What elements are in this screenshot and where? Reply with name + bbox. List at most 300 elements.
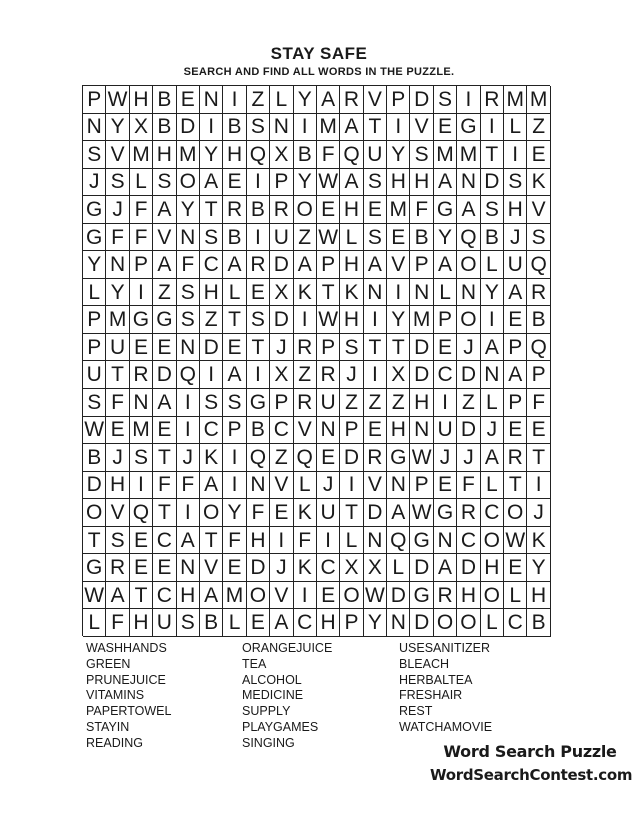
grid-cell: Q — [527, 334, 550, 362]
grid-cell: R — [294, 389, 317, 417]
grid-cell: R — [294, 334, 317, 362]
grid-cell: F — [527, 389, 550, 417]
grid-cell: Z — [294, 361, 317, 389]
grid-cell: E — [177, 86, 200, 114]
grid-cell: C — [504, 609, 527, 637]
grid-cell: U — [317, 499, 340, 527]
grid-cell: A — [481, 444, 504, 472]
grid-cell: S — [106, 169, 129, 197]
grid-cell: B — [153, 86, 176, 114]
grid-cell: A — [481, 334, 504, 362]
grid-cell: E — [527, 417, 550, 445]
grid-cell: E — [387, 224, 410, 252]
word-item: MEDICINE — [242, 688, 304, 703]
grid-cell: O — [247, 582, 270, 610]
grid-cell: Z — [294, 224, 317, 252]
grid-cell: Z — [200, 306, 223, 334]
grid-cell: H — [387, 169, 410, 197]
grid-cell: H — [223, 141, 246, 169]
grid-cell: I — [294, 582, 317, 610]
grid-cell: H — [387, 417, 410, 445]
grid-cell: Z — [270, 444, 293, 472]
word-item: PAPERTOWEL — [86, 704, 172, 719]
grid-cell: D — [387, 582, 410, 610]
grid-cell: G — [83, 224, 106, 252]
grid-cell: E — [247, 279, 270, 307]
grid-cell: U — [106, 334, 129, 362]
grid-cell: I — [223, 86, 246, 114]
grid-cell: A — [340, 169, 363, 197]
grid-cell: I — [130, 279, 153, 307]
grid-cell: I — [527, 472, 550, 500]
grid-cell: H — [410, 169, 433, 197]
grid-cell: O — [481, 527, 504, 555]
grid-cell: P — [270, 389, 293, 417]
grid-cell: I — [364, 361, 387, 389]
grid-cell: B — [200, 609, 223, 637]
grid-cell: V — [364, 86, 387, 114]
grid-cell: Y — [294, 169, 317, 197]
word-item: FRESHAIR — [399, 688, 463, 703]
grid-cell: M — [527, 86, 550, 114]
word-item: HERBALTEA — [399, 672, 473, 687]
grid-cell: N — [434, 527, 457, 555]
grid-cell: O — [83, 499, 106, 527]
grid-cell: S — [153, 169, 176, 197]
grid-cell: J — [504, 224, 527, 252]
grid-cell: E — [130, 527, 153, 555]
grid-cell: A — [200, 169, 223, 197]
grid-cell: D — [247, 554, 270, 582]
grid-cell: W — [410, 444, 433, 472]
grid-cell: N — [106, 251, 129, 279]
grid-cell: R — [247, 251, 270, 279]
grid-cell: G — [83, 554, 106, 582]
grid-cell: P — [340, 609, 363, 637]
grid-cell: D — [410, 334, 433, 362]
grid-cell: I — [387, 114, 410, 142]
grid-cell: A — [434, 554, 457, 582]
grid-cell: F — [294, 527, 317, 555]
grid-cell: A — [223, 251, 246, 279]
grid-cell: D — [200, 334, 223, 362]
grid-cell: F — [106, 389, 129, 417]
grid-cell: A — [364, 251, 387, 279]
grid-cell: S — [200, 389, 223, 417]
grid-cell: P — [410, 472, 433, 500]
word-column — [242, 641, 399, 752]
grid-cell: P — [223, 417, 246, 445]
grid-cell: P — [410, 251, 433, 279]
grid-cell: B — [481, 224, 504, 252]
grid-cell: L — [270, 86, 293, 114]
grid-cell: S — [410, 141, 433, 169]
grid-cell: P — [504, 389, 527, 417]
grid-cell: W — [504, 527, 527, 555]
grid-cell: I — [294, 114, 317, 142]
grid-cell: S — [481, 196, 504, 224]
grid-cell: D — [481, 169, 504, 197]
grid-cell: J — [83, 169, 106, 197]
grid-cell: G — [410, 582, 433, 610]
grid-cell: I — [457, 86, 480, 114]
grid-cell: L — [340, 527, 363, 555]
grid-cell: P — [83, 306, 106, 334]
grid-cell: R — [364, 444, 387, 472]
grid-cell: Y — [106, 114, 129, 142]
grid-cell: Y — [387, 306, 410, 334]
grid-cell: V — [270, 582, 293, 610]
grid-cell: N — [177, 334, 200, 362]
grid-cell: O — [294, 196, 317, 224]
grid-cell: D — [410, 86, 433, 114]
word-item: USESANITIZER — [399, 641, 490, 655]
word-item: ALCOHOL — [242, 672, 302, 687]
grid-cell: I — [200, 114, 223, 142]
grid-cell: A — [106, 582, 129, 610]
grid-cell: A — [200, 582, 223, 610]
grid-cell: K — [340, 279, 363, 307]
grid-cell: S — [106, 527, 129, 555]
grid-cell: R — [457, 499, 480, 527]
grid-cell: K — [527, 527, 550, 555]
grid-cell: R — [317, 361, 340, 389]
grid-cell: M — [457, 141, 480, 169]
grid-cell: E — [317, 444, 340, 472]
grid-cell: S — [130, 444, 153, 472]
grid-cell: S — [340, 334, 363, 362]
grid-cell: P — [270, 169, 293, 197]
grid-cell: N — [457, 279, 480, 307]
grid-cell: A — [504, 361, 527, 389]
grid-cell: B — [223, 224, 246, 252]
grid-cell: D — [457, 554, 480, 582]
grid-cell: V — [294, 417, 317, 445]
grid-cell: C — [317, 554, 340, 582]
word-item: PRUNEJUICE — [86, 672, 166, 687]
grid-cell: T — [247, 334, 270, 362]
grid-cell: G — [434, 196, 457, 224]
grid-cell: Q — [247, 444, 270, 472]
word-item: ORANGEJUICE — [242, 641, 333, 655]
grid-cell: M — [130, 141, 153, 169]
grid-cell: I — [504, 141, 527, 169]
grid-cell: D — [177, 114, 200, 142]
word-item: READING — [86, 735, 143, 750]
grid-cell: E — [504, 554, 527, 582]
grid-cell: T — [223, 306, 246, 334]
grid-cell: H — [177, 582, 200, 610]
grid-cell: F — [223, 527, 246, 555]
grid-cell: N — [130, 389, 153, 417]
grid-cell: Z — [247, 86, 270, 114]
grid-cell: B — [247, 196, 270, 224]
grid-cell: C — [481, 499, 504, 527]
grid-cell: D — [340, 444, 363, 472]
grid-cell: H — [130, 86, 153, 114]
grid-cell: D — [364, 499, 387, 527]
grid-cell: E — [223, 169, 246, 197]
grid-cell: V — [200, 554, 223, 582]
grid-cell: F — [457, 472, 480, 500]
grid-cell: G — [153, 306, 176, 334]
grid-cell: I — [270, 527, 293, 555]
grid-cell: Z — [457, 389, 480, 417]
grid-cell: P — [83, 86, 106, 114]
grid-cell: B — [247, 417, 270, 445]
grid-cell: E — [153, 334, 176, 362]
grid-cell: X — [270, 141, 293, 169]
grid-cell: R — [504, 444, 527, 472]
grid-cell: M — [410, 306, 433, 334]
grid-cell: R — [106, 554, 129, 582]
grid-cell: G — [130, 306, 153, 334]
grid-cell: I — [177, 499, 200, 527]
grid-cell: T — [106, 361, 129, 389]
grid-cell: V — [387, 251, 410, 279]
grid-cell: H — [106, 472, 129, 500]
grid-cell: S — [223, 389, 246, 417]
grid-cell: G — [410, 527, 433, 555]
grid-cell: I — [200, 361, 223, 389]
grid-cell: E — [247, 609, 270, 637]
grid-cell: W — [317, 306, 340, 334]
grid-cell: H — [130, 609, 153, 637]
grid-cell: N — [177, 224, 200, 252]
grid-cell: Y — [223, 499, 246, 527]
grid-cell: L — [294, 472, 317, 500]
grid-cell: C — [200, 417, 223, 445]
grid-cell: I — [247, 224, 270, 252]
grid-cell: U — [83, 361, 106, 389]
grid-cell: V — [270, 472, 293, 500]
grid-cell: L — [434, 279, 457, 307]
grid-cell: I — [247, 361, 270, 389]
grid-cell: H — [340, 196, 363, 224]
grid-cell: A — [177, 527, 200, 555]
grid-cell: Q — [130, 499, 153, 527]
grid-cell: O — [481, 582, 504, 610]
grid-cell: X — [270, 279, 293, 307]
grid-cell: H — [340, 306, 363, 334]
grid-cell: L — [504, 582, 527, 610]
grid-cell: W — [83, 582, 106, 610]
grid-cell: R — [270, 196, 293, 224]
grid-cell: B — [410, 224, 433, 252]
grid-cell: L — [223, 609, 246, 637]
grid-cell: T — [83, 527, 106, 555]
grid-cell: E — [364, 196, 387, 224]
grid-cell: J — [457, 334, 480, 362]
grid-cell: U — [434, 417, 457, 445]
grid-cell: W — [317, 169, 340, 197]
word-list — [86, 641, 556, 752]
grid-cell: C — [457, 527, 480, 555]
grid-cell: H — [481, 554, 504, 582]
grid-cell: T — [364, 334, 387, 362]
grid-cell: P — [83, 334, 106, 362]
grid-cell: S — [247, 306, 270, 334]
grid-cell: Y — [200, 141, 223, 169]
grid-cell: S — [83, 141, 106, 169]
grid-cell: E — [153, 554, 176, 582]
grid-cell: L — [340, 224, 363, 252]
grid-cell: S — [364, 224, 387, 252]
grid-cell: Q — [340, 141, 363, 169]
grid-cell: O — [200, 499, 223, 527]
grid-cell: D — [83, 472, 106, 500]
grid-cell: I — [387, 279, 410, 307]
grid-cell: M — [106, 306, 129, 334]
grid-cell: L — [481, 472, 504, 500]
grid-cell: E — [317, 196, 340, 224]
word-item: PLAYGAMES — [242, 719, 319, 734]
grid-cell: R — [434, 582, 457, 610]
grid-cell: R — [223, 196, 246, 224]
grid-cell: D — [410, 361, 433, 389]
grid-cell: L — [387, 554, 410, 582]
grid-cell: P — [387, 86, 410, 114]
grid-cell: V — [364, 472, 387, 500]
grid-cell: T — [504, 472, 527, 500]
grid-cell: Z — [364, 389, 387, 417]
grid-cell: T — [364, 114, 387, 142]
grid-cell: H — [200, 279, 223, 307]
grid-cell: E — [434, 114, 457, 142]
grid-cell: N — [387, 609, 410, 637]
grid-cell: Q — [527, 251, 550, 279]
grid-cell: T — [200, 196, 223, 224]
grid-cell: W — [106, 86, 129, 114]
grid-cell: V — [527, 196, 550, 224]
grid-cell: M — [504, 86, 527, 114]
grid-cell: B — [223, 114, 246, 142]
grid-cell: C — [200, 251, 223, 279]
grid-cell: I — [481, 114, 504, 142]
grid-cell: N — [177, 554, 200, 582]
grid-cell: B — [153, 114, 176, 142]
grid-cell: I — [317, 527, 340, 555]
grid-cell: M — [434, 141, 457, 169]
grid-cell: X — [340, 554, 363, 582]
grid-cell: Q — [457, 224, 480, 252]
grid-cell: R — [527, 279, 550, 307]
grid-cell: V — [106, 141, 129, 169]
grid-cell: G — [457, 114, 480, 142]
grid-cell: B — [527, 306, 550, 334]
grid-cell: N — [410, 417, 433, 445]
grid-cell: C — [153, 582, 176, 610]
grid-cell: L — [504, 114, 527, 142]
grid-cell: A — [223, 361, 246, 389]
grid-cell: S — [364, 169, 387, 197]
grid-cell: Y — [434, 224, 457, 252]
grid-cell: H — [153, 141, 176, 169]
word-item: STAYIN — [86, 719, 130, 734]
grid-cell: M — [130, 417, 153, 445]
grid-cell: A — [294, 251, 317, 279]
grid-cell: N — [387, 472, 410, 500]
grid-cell: Y — [106, 279, 129, 307]
brand-website: WordSearchContest.com — [430, 766, 633, 784]
grid-cell: L — [481, 609, 504, 637]
grid-cell: U — [317, 389, 340, 417]
grid-cell: S — [177, 279, 200, 307]
grid-cell: U — [270, 224, 293, 252]
grid-cell: A — [504, 279, 527, 307]
grid-cell: A — [270, 609, 293, 637]
grid-cell: R — [340, 86, 363, 114]
grid-cell: K — [294, 499, 317, 527]
grid-cell: N — [364, 279, 387, 307]
grid-cell: Z — [527, 114, 550, 142]
grid-cell: H — [527, 582, 550, 610]
grid-cell: I — [223, 472, 246, 500]
grid-cell: S — [434, 86, 457, 114]
grid-cell: H — [317, 609, 340, 637]
word-item: GREEN — [86, 656, 131, 671]
word-item: VITAMINS — [86, 688, 145, 703]
grid-cell: E — [270, 499, 293, 527]
grid-cell: A — [153, 389, 176, 417]
puzzle-title: STAY SAFE — [270, 44, 368, 63]
grid-cell: A — [153, 251, 176, 279]
grid-cell: D — [270, 251, 293, 279]
grid-cell: P — [527, 361, 550, 389]
grid-cell: A — [457, 196, 480, 224]
grid-cell: N — [410, 279, 433, 307]
grid-cell: Y — [387, 141, 410, 169]
grid-cell: Q — [294, 444, 317, 472]
grid-cell: T — [153, 444, 176, 472]
grid-cell: T — [481, 141, 504, 169]
grid-cell: B — [527, 609, 550, 637]
grid-cell: E — [130, 554, 153, 582]
grid-cell: M — [223, 582, 246, 610]
grid-cell: K — [200, 444, 223, 472]
grid-cell: F — [106, 224, 129, 252]
grid-cell: J — [481, 417, 504, 445]
grid-cell: L — [223, 279, 246, 307]
grid-cell: G — [434, 499, 457, 527]
grid-cell: G — [387, 444, 410, 472]
grid-cell: E — [364, 417, 387, 445]
grid-cell: N — [481, 361, 504, 389]
grid-cell: A — [317, 86, 340, 114]
grid-cell: O — [504, 499, 527, 527]
grid-cell: T — [317, 279, 340, 307]
grid-cell: A — [387, 499, 410, 527]
grid-cell: N — [364, 527, 387, 555]
grid-cell: U — [504, 251, 527, 279]
word-column — [86, 641, 242, 752]
grid-cell: S — [504, 169, 527, 197]
grid-cell: K — [294, 554, 317, 582]
grid-cell: H — [340, 251, 363, 279]
grid-cell: A — [434, 251, 457, 279]
grid-cell: N — [200, 86, 223, 114]
word-column — [399, 641, 556, 752]
grid-cell: O — [457, 609, 480, 637]
grid-cell: B — [83, 444, 106, 472]
grid-cell: E — [317, 582, 340, 610]
grid-cell: D — [270, 306, 293, 334]
grid-cell: O — [457, 306, 480, 334]
grid-cell: Z — [153, 279, 176, 307]
grid-cell: F — [177, 472, 200, 500]
grid-cell: E — [504, 417, 527, 445]
grid-cell: V — [410, 114, 433, 142]
